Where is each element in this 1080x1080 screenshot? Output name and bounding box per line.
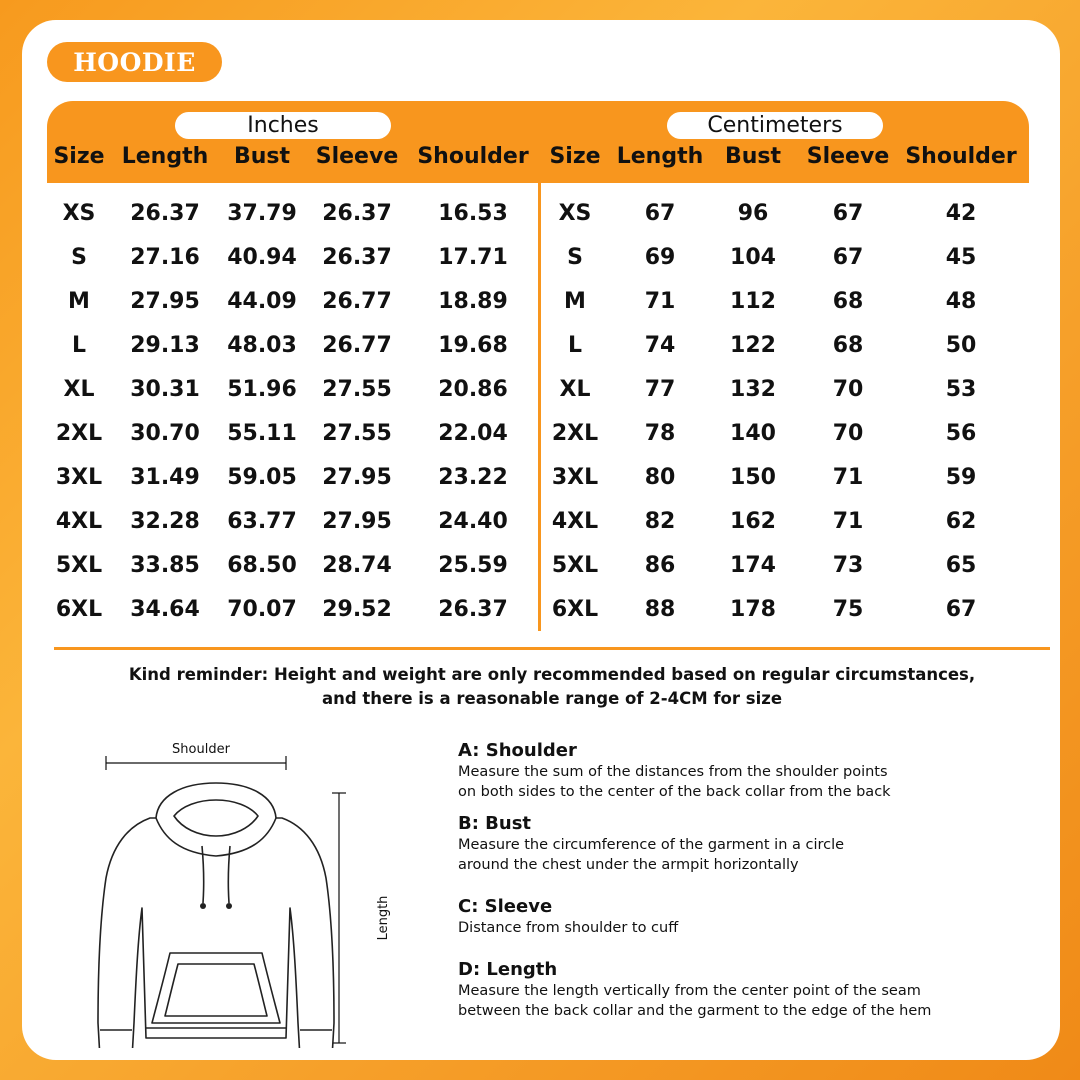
cm-cell-shoulder: 59 — [945, 465, 977, 490]
centimeters-unit-label: Centimeters — [667, 112, 883, 139]
cm-cell-size: 3XL — [551, 465, 599, 490]
inches-cell-shoulder: 26.37 — [438, 597, 508, 622]
cm-cell-length: 88 — [644, 597, 676, 622]
note-title: B: Bust — [458, 813, 532, 834]
inches-cell-size: M — [68, 289, 90, 314]
inches-cell-length: 32.28 — [130, 509, 200, 534]
inches-cell-sleeve: 26.37 — [322, 201, 392, 226]
inches-cell-length: 29.13 — [130, 333, 200, 358]
table-column-divider — [538, 183, 541, 631]
inches-cell-length: 34.64 — [130, 597, 200, 622]
inches-header-sleeve: Sleeve — [315, 144, 399, 169]
inches-cell-sleeve: 27.95 — [322, 509, 392, 534]
cm-cell-bust: 104 — [730, 245, 776, 270]
cm-cell-size: 6XL — [551, 597, 599, 622]
note-text: on both sides to the center of the back collar from the back — [458, 784, 891, 800]
inches-cell-bust: 59.05 — [227, 465, 297, 490]
cm-cell-bust: 96 — [737, 201, 769, 226]
inches-cell-bust: 51.96 — [227, 377, 297, 402]
inches-cell-size: XS — [62, 201, 96, 226]
inches-cell-size: 4XL — [55, 509, 103, 534]
inches-cell-sleeve: 27.55 — [322, 421, 392, 446]
inches-cell-size: 5XL — [55, 553, 103, 578]
cm-header-sleeve: Sleeve — [806, 144, 890, 169]
inches-cell-shoulder: 17.71 — [438, 245, 508, 270]
cm-cell-bust: 178 — [730, 597, 776, 622]
cm-cell-sleeve: 73 — [832, 553, 864, 578]
inches-cell-sleeve: 26.77 — [322, 289, 392, 314]
measurement-note — [458, 813, 844, 875]
note-title: A: Shoulder — [458, 740, 577, 761]
inches-cell-sleeve: 26.37 — [322, 245, 392, 270]
cm-cell-bust: 112 — [730, 289, 776, 314]
cm-cell-length: 82 — [644, 509, 676, 534]
inches-cell-bust: 70.07 — [227, 597, 297, 622]
inches-header-length: Length — [121, 144, 209, 169]
inches-cell-sleeve: 28.74 — [322, 553, 392, 578]
cm-cell-shoulder: 62 — [945, 509, 977, 534]
note-text: Measure the circumference of the garment in a circle — [458, 837, 845, 853]
inches-cell-shoulder: 23.22 — [438, 465, 508, 490]
note-text: Measure the length vertically from the center point of the seam — [458, 983, 921, 999]
measurement-note — [458, 896, 678, 938]
inches-cell-length: 30.70 — [130, 421, 200, 446]
measurement-note — [458, 740, 891, 802]
inches-cell-shoulder: 24.40 — [438, 509, 508, 534]
inches-cell-sleeve: 26.77 — [322, 333, 392, 358]
cm-cell-bust: 174 — [730, 553, 776, 578]
cm-cell-shoulder: 50 — [945, 333, 977, 358]
size-chart-card — [22, 20, 1060, 1060]
cm-cell-size: L — [567, 333, 583, 358]
cm-cell-shoulder: 56 — [945, 421, 977, 446]
length-label: Length — [376, 895, 391, 941]
cm-cell-length: 86 — [644, 553, 676, 578]
inches-cell-bust: 55.11 — [227, 421, 297, 446]
cm-cell-shoulder: 53 — [945, 377, 977, 402]
cm-header-shoulder: Shoulder — [905, 144, 1017, 169]
cm-cell-size: 5XL — [551, 553, 599, 578]
inches-cell-shoulder: 19.68 — [438, 333, 508, 358]
cm-cell-bust: 122 — [730, 333, 776, 358]
table-header — [47, 101, 1029, 183]
inches-header-size: Size — [53, 144, 105, 169]
inches-cell-size: XL — [63, 377, 95, 402]
cm-cell-sleeve: 67 — [832, 201, 864, 226]
reminder-line-2: and there is a reasonable range of 2-4CM for size — [321, 689, 783, 708]
cm-cell-size: S — [567, 245, 583, 270]
note-text: Distance from shoulder to cuff — [458, 920, 679, 936]
cm-cell-bust: 150 — [730, 465, 776, 490]
inches-header-bust: Bust — [233, 144, 291, 169]
inches-cell-length: 33.85 — [130, 553, 200, 578]
inches-cell-bust: 40.94 — [227, 245, 297, 270]
measurement-note — [458, 959, 931, 1021]
cm-cell-bust: 162 — [730, 509, 776, 534]
cm-cell-size: M — [564, 289, 586, 314]
hoodie-measurement-diagram — [62, 738, 402, 1048]
inches-cell-size: 2XL — [55, 421, 103, 446]
cm-cell-sleeve: 68 — [832, 333, 864, 358]
cm-cell-length: 71 — [644, 289, 676, 314]
inches-cell-length: 30.31 — [130, 377, 200, 402]
reminder-line-1: Kind reminder: Height and weight are only recommended based on regular circumstances, — [128, 665, 976, 684]
shoulder-label: Shoulder — [172, 742, 230, 757]
inches-cell-bust: 63.77 — [227, 509, 297, 534]
cm-cell-shoulder: 45 — [945, 245, 977, 270]
cm-cell-shoulder: 42 — [945, 201, 977, 226]
cm-header-size: Size — [549, 144, 601, 169]
note-text: around the chest under the armpit horizontally — [458, 857, 799, 873]
inches-cell-bust: 48.03 — [227, 333, 297, 358]
cm-cell-sleeve: 71 — [832, 509, 864, 534]
cm-cell-length: 78 — [644, 421, 676, 446]
cm-cell-sleeve: 75 — [832, 597, 864, 622]
inches-cell-sleeve: 27.55 — [322, 377, 392, 402]
cm-cell-sleeve: 71 — [832, 465, 864, 490]
inches-cell-shoulder: 16.53 — [438, 201, 508, 226]
inches-cell-size: S — [71, 245, 87, 270]
note-title: C: Sleeve — [458, 896, 553, 917]
cm-cell-size: 4XL — [551, 509, 599, 534]
cm-cell-size: 2XL — [551, 421, 599, 446]
inches-cell-size: 6XL — [55, 597, 103, 622]
product-title: HOODIE — [47, 42, 222, 82]
cm-cell-shoulder: 48 — [945, 289, 977, 314]
inches-cell-length: 27.95 — [130, 289, 200, 314]
inches-header-shoulder: Shoulder — [417, 144, 529, 169]
inches-cell-shoulder: 18.89 — [438, 289, 508, 314]
inches-cell-length: 31.49 — [130, 465, 200, 490]
cm-header-length: Length — [616, 144, 704, 169]
inches-cell-sleeve: 29.52 — [322, 597, 392, 622]
inches-cell-length: 26.37 — [130, 201, 200, 226]
cm-header-bust: Bust — [724, 144, 782, 169]
inches-cell-shoulder: 20.86 — [438, 377, 508, 402]
cm-cell-sleeve: 70 — [832, 421, 864, 446]
hoodie-outline — [98, 783, 334, 1048]
cm-cell-length: 77 — [644, 377, 676, 402]
cm-cell-length: 74 — [644, 333, 676, 358]
drawstring-end-left — [200, 903, 206, 909]
cm-cell-shoulder: 67 — [945, 597, 977, 622]
inches-unit-label: Inches — [175, 112, 391, 139]
cm-cell-sleeve: 70 — [832, 377, 864, 402]
cm-cell-bust: 140 — [730, 421, 776, 446]
note-text: Measure the sum of the distances from the shoulder points — [458, 764, 888, 780]
inches-cell-sleeve: 27.95 — [322, 465, 392, 490]
kind-reminder — [54, 663, 1050, 711]
cm-cell-length: 67 — [644, 201, 676, 226]
section-divider — [54, 647, 1050, 650]
inches-cell-length: 27.16 — [130, 245, 200, 270]
cm-cell-length: 80 — [644, 465, 676, 490]
cm-cell-size: XL — [559, 377, 591, 402]
note-text: between the back collar and the garment to the edge of the hem — [458, 1003, 932, 1019]
inches-cell-shoulder: 25.59 — [438, 553, 508, 578]
drawstring-end-right — [226, 903, 232, 909]
inches-cell-size: L — [71, 333, 87, 358]
cm-cell-shoulder: 65 — [945, 553, 977, 578]
inches-cell-size: 3XL — [55, 465, 103, 490]
cm-cell-length: 69 — [644, 245, 676, 270]
note-title: D: Length — [458, 959, 558, 980]
inches-cell-bust: 68.50 — [227, 553, 297, 578]
inches-cell-shoulder: 22.04 — [438, 421, 508, 446]
inches-cell-bust: 37.79 — [227, 201, 297, 226]
cm-cell-size: XS — [558, 201, 592, 226]
cm-cell-sleeve: 68 — [832, 289, 864, 314]
cm-cell-bust: 132 — [730, 377, 776, 402]
inches-cell-bust: 44.09 — [227, 289, 297, 314]
cm-cell-sleeve: 67 — [832, 245, 864, 270]
